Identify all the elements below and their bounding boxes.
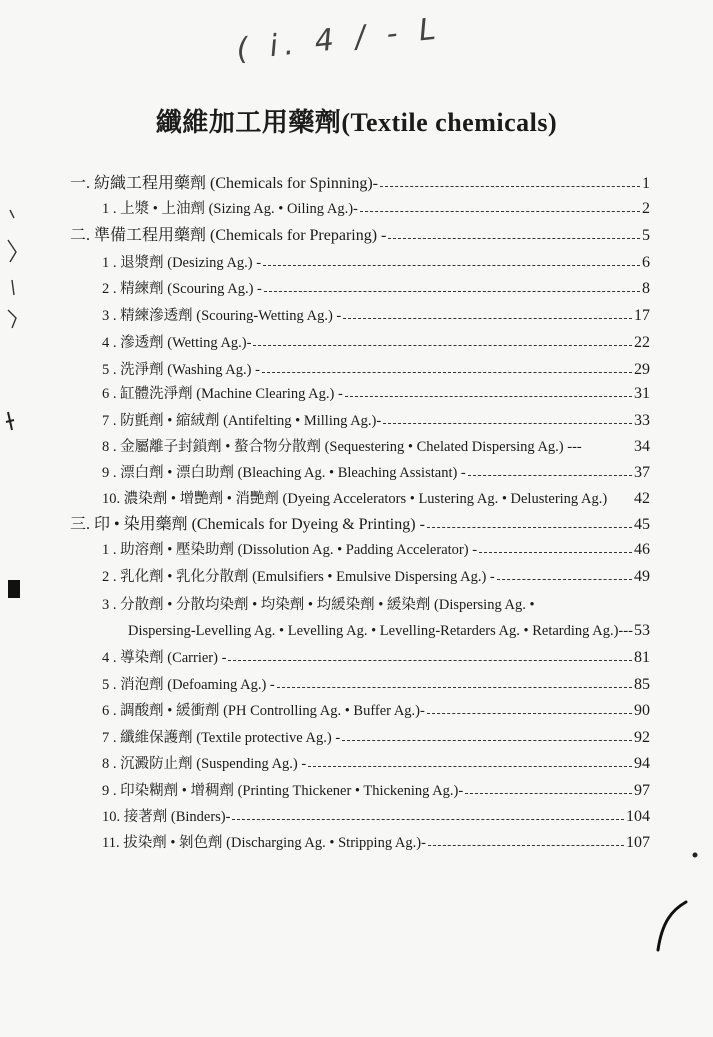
toc-entry-text: 7 . 防氈劑 • 縮絨劑 (Antifelting • Milling Ag.)- xyxy=(102,413,382,429)
toc-entry xyxy=(102,675,650,695)
toc-entry xyxy=(102,437,650,457)
toc-entry xyxy=(102,754,650,774)
toc-entry xyxy=(102,199,650,219)
toc-page-number: 104 xyxy=(626,808,650,825)
toc-entry-text: 1 . 助溶劑 • 壓染助劑 (Dissolution Ag. • Padding Accelerator) - xyxy=(102,542,478,558)
toc-leader xyxy=(383,423,632,424)
toc-entry-text: 8 . 金屬離子封鎖劑 • 螯合物分散劑 (Sequestering • Chelated Dispersing Ag.) --- xyxy=(102,439,582,455)
toc-entry-text: 5 . 洗淨劑 (Washing Ag.) - xyxy=(102,362,260,378)
toc-section-3 xyxy=(70,515,650,535)
toc-page-number: 85 xyxy=(634,676,650,693)
toc-leader xyxy=(360,211,640,212)
toc-entry xyxy=(102,567,650,587)
toc-leader xyxy=(380,186,640,187)
toc-entry-text: 6 . 調酸劑 • 緩衝劑 (PH Controlling Ag. • Buffer Ag.)- xyxy=(102,703,425,719)
toc-entry-text: 4 . 導染劑 (Carrier) - xyxy=(102,650,227,666)
toc-page-number: 90 xyxy=(634,702,650,719)
toc-section-1 xyxy=(70,174,650,194)
toc-page-number: 46 xyxy=(634,541,650,558)
toc-entry-text: 三. 印 • 染用藥劑 (Chemicals for Dyeing & Printing) - xyxy=(70,516,425,533)
toc-entry-text: 2 . 乳化劑 • 乳化分散劑 (Emulsifiers • Emulsive Dispersing Ag.) - xyxy=(102,569,495,585)
toc-leader xyxy=(308,766,632,767)
toc-leader xyxy=(479,552,632,553)
toc-entry xyxy=(102,360,650,380)
toc-leader xyxy=(388,238,640,239)
toc-entry-text: 3 . 精練滲透劑 (Scouring-Wetting Ag.) - xyxy=(102,308,342,324)
toc-leader xyxy=(468,475,632,476)
toc-entry-text: 3 . 分散劑 • 分散均染劑 • 均染劑 • 均緩染劑 • 緩染劑 (Dispersing Ag. • xyxy=(102,597,535,613)
scan-artifact-mark xyxy=(8,580,20,598)
toc-entry-text: 10. 濃染劑 • 增艷劑 • 消艷劑 (Dyeing Accelerators • Lustering Ag. • Delustering Ag.) xyxy=(102,491,608,507)
toc-page-number: 97 xyxy=(634,782,650,799)
toc-entry xyxy=(102,648,650,668)
toc-entry xyxy=(102,595,650,615)
toc-leader xyxy=(465,793,632,794)
toc-page-number: 8 xyxy=(642,280,650,297)
toc-entry xyxy=(102,728,650,748)
handwritten-annotation: ( i. 4 / - L xyxy=(234,11,444,68)
toc-leader xyxy=(428,845,624,846)
toc-page-number: 31 xyxy=(634,385,650,402)
toc-entry-text: 10. 接著劑 (Binders)- xyxy=(102,809,231,825)
toc-leader xyxy=(277,687,632,688)
toc-entry-text: 4 . 滲透劑 (Wetting Ag.)- xyxy=(102,335,252,351)
toc-entry xyxy=(102,333,650,353)
toc-entry xyxy=(102,253,650,273)
toc-leader xyxy=(427,713,632,714)
toc-entry xyxy=(102,463,650,483)
toc-entry xyxy=(102,701,650,721)
toc-page-number: 22 xyxy=(634,334,650,351)
toc-leader xyxy=(253,345,632,346)
toc-leader xyxy=(342,740,632,741)
toc-page-number: 45 xyxy=(634,516,650,533)
toc-page-number: 81 xyxy=(634,649,650,666)
dot-icon xyxy=(690,850,700,860)
toc-page-number: 37 xyxy=(634,464,650,481)
toc-leader xyxy=(232,819,624,820)
toc-leader xyxy=(345,396,632,397)
toc-page-number: 17 xyxy=(634,307,650,324)
toc-entry-text: Dispersing-Levelling Ag. • Levelling Ag. • Levelling-Retarders Ag. • Retarding Ag.)--- xyxy=(128,623,633,639)
toc-page-number: 1 xyxy=(642,175,650,192)
margin-scribble-icon xyxy=(2,200,24,340)
toc-page-number: 94 xyxy=(634,755,650,772)
toc-entry-text: 二. 準備工程用藥劑 (Chemicals for Preparing) - xyxy=(70,227,387,244)
toc-entry xyxy=(102,540,650,560)
pen-stroke-icon xyxy=(652,898,692,958)
toc-leader xyxy=(263,265,640,266)
toc-entry-text: 一. 紡織工程用藥劑 (Chemicals for Spinning)- xyxy=(70,175,378,192)
toc-leader xyxy=(427,527,632,528)
toc-leader xyxy=(343,318,632,319)
toc-page-number: 34 xyxy=(634,438,650,455)
toc-entry-text: 7 . 纖維保護劑 (Textile protective Ag.) - xyxy=(102,730,341,746)
toc-entry xyxy=(102,306,650,326)
toc-page-number: 2 xyxy=(642,200,650,217)
toc-entry xyxy=(102,489,650,509)
toc-page-number: 92 xyxy=(634,729,650,746)
toc-leader xyxy=(264,291,640,292)
toc-page-number: 6 xyxy=(642,254,650,271)
margin-tick-icon xyxy=(4,410,18,434)
toc-entry xyxy=(102,833,650,853)
toc-section-2 xyxy=(70,226,650,246)
toc-page-number: 53 xyxy=(634,622,650,639)
toc-leader xyxy=(228,660,632,661)
toc-entry-text: 1 . 上漿 • 上油劑 (Sizing Ag. • Oiling Ag.)- xyxy=(102,201,358,217)
toc-page-number: 33 xyxy=(634,412,650,429)
toc-entry-text: 2 . 精練劑 (Scouring Ag.) - xyxy=(102,281,262,297)
toc-page-number: 107 xyxy=(626,834,650,851)
toc-entry-text: 11. 拔染劑 • 剝色劑 (Discharging Ag. • Stripping Ag.)- xyxy=(102,835,426,851)
toc-page-number: 49 xyxy=(634,568,650,585)
toc-entry-continued xyxy=(128,621,650,641)
toc-page-number: 5 xyxy=(642,227,650,244)
toc-entry xyxy=(102,781,650,801)
toc-page-number: 42 xyxy=(634,490,650,507)
toc-leader xyxy=(262,372,632,373)
toc-entry xyxy=(102,807,650,827)
toc-entry-text: 9 . 漂白劑 • 漂白助劑 (Bleaching Ag. • Bleaching Assistant) - xyxy=(102,465,466,481)
toc-entry-text: 9 . 印染糊劑 • 增稠劑 (Printing Thickener • Thickening Ag.)- xyxy=(102,783,464,799)
page-title: 纖維加工用藥劑(Textile chemicals) xyxy=(155,108,558,137)
toc-entry-text: 1 . 退漿劑 (Desizing Ag.) - xyxy=(102,255,262,271)
toc-entry-text: 5 . 消泡劑 (Defoaming Ag.) - xyxy=(102,677,275,693)
toc-leader xyxy=(497,579,632,580)
toc-page-number: 29 xyxy=(634,361,650,378)
toc-entry xyxy=(102,384,650,404)
toc-entry-text: 8 . 沉澱防止劑 (Suspending Ag.) - xyxy=(102,756,307,772)
toc-entry xyxy=(102,279,650,299)
toc-entry xyxy=(102,411,650,431)
toc-entry-text: 6 . 缸體洗淨劑 (Machine Clearing Ag.) - xyxy=(102,386,343,402)
